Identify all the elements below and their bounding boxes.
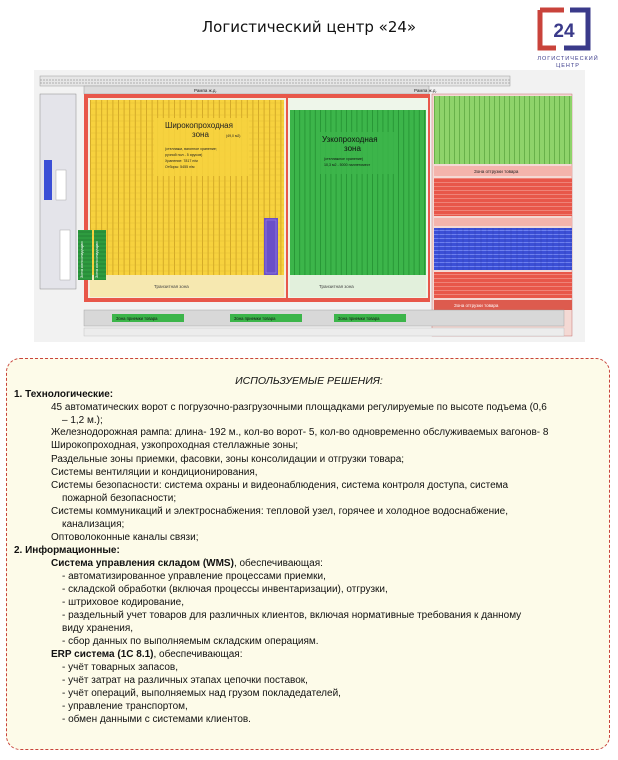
office-blue-strip: [44, 160, 52, 200]
wms-item-5: - сбор данных по выполняемым складским операциям.: [62, 636, 319, 647]
narrow-zone-title-2: зона: [344, 144, 361, 153]
wms-item-4a: - раздельный учет товаров для различных клиентов, включая нормативные требования к данному: [62, 610, 522, 621]
logo-caption-2: ЦЕНТР: [556, 63, 580, 69]
wide-zone-title-2: зона: [192, 130, 209, 139]
warehouse-floor-plan: [34, 70, 585, 342]
erp-suffix: , обеспечивающая:: [153, 649, 243, 660]
dispatch-label-2: Зона отгрузки товара: [454, 303, 499, 308]
reception-label-1: Зона приемки товара: [116, 316, 158, 321]
narrow-zone-title-1: Узкопроходная: [322, 135, 378, 144]
wms-line: [51, 558, 323, 570]
rail-label-2: Рампа ж.д.: [414, 88, 437, 93]
logo-number: 24: [553, 21, 575, 42]
red-racks: [434, 178, 572, 216]
logo-caption-1: ЛОГИСТИЧЕСКИЙ: [537, 56, 599, 62]
erp-title: ERP система (1С 8.1): [51, 649, 154, 660]
erp-item-4: - управление транспортом,: [62, 701, 188, 712]
wms-suffix: , обеспечивающая:: [233, 558, 323, 569]
solutions-heading: ИСПОЛЬЗУЕМЫЕ РЕШЕНИЯ:: [235, 375, 383, 387]
consolidation-label-1: Зона консолидации: [79, 241, 84, 278]
info-title: 2. Информационные:: [14, 545, 120, 556]
light-green-zone: [434, 96, 572, 164]
erp-item-3: - учёт операций, выполняемых над грузом покладедателей,: [62, 688, 341, 699]
erp-line: [51, 649, 242, 661]
rail-track: [40, 76, 510, 86]
tech-line-3: Широкопроходная, узкопроходная стеллажные зоны;: [51, 440, 299, 451]
wide-zone-area: (49,0 м2): [226, 134, 241, 138]
transit-label-2: Транзитная зона: [319, 284, 354, 289]
tech-line-8: Оптоволоконные каналы связи;: [51, 532, 199, 543]
dispatch-label: Зона отгрузки товара: [474, 169, 519, 174]
tech-line-4: Раздельные зоны приемки, фасовки, зоны консолидации и отгрузки товара;: [51, 454, 405, 465]
reception-label-2: Зона приемки товара: [234, 316, 276, 321]
tech-line-7b: канализация;: [62, 519, 125, 530]
wide-zone-detail-2: ручной пол - 5 ярусов): [165, 153, 203, 157]
erp-item-2: - учёт затрат на различных этапах цепочки поставок,: [62, 675, 308, 686]
erp-item-1: - учёт товарных запасов,: [62, 662, 178, 673]
consolidation-label-2: Зона консолидации: [94, 241, 99, 278]
tech-line-1b: – 1,2 м.);: [62, 415, 103, 426]
wms-item-3: - штриховое кодирование,: [62, 597, 184, 608]
transit-zone-2: [290, 275, 426, 297]
tech-line-6a: Системы безопасности: система охраны и видеонаблюдения, система контроля доступа, система: [51, 480, 509, 491]
wide-zone-detail-1: (стеллажи, вагонное хранение;: [165, 147, 217, 151]
narrow-zone-detail-2: 10,3 м2 - 5000 паллетомест: [324, 163, 371, 167]
tech-line-6b: пожарной безопасности;: [62, 493, 177, 504]
tech-line-5: Системы вентиляции и кондиционирования,: [51, 467, 258, 478]
reception-label-3: Зона приемки товара: [338, 316, 380, 321]
erp-item-5: - обмен данными с системами клиентов.: [62, 714, 251, 725]
wide-zone-detail-3: Хранение: 7817 п/м: [165, 159, 198, 163]
transit-label-1: Транзитная зона: [154, 284, 189, 289]
wide-zone-detail-4: Отборы: 5455 п/м: [165, 165, 195, 169]
blue-racks: [434, 228, 572, 270]
tech-line-2: Железнодорожная рампа: длина- 192 м., кол-во ворот- 5, кол-во одновременно обслуживаемых вагонов- 8: [51, 427, 549, 438]
tech-title: 1. Технологические:: [14, 389, 114, 400]
rail-label-1: Рампа ж.д.: [194, 88, 217, 93]
wms-title: Система управления складом (WMS): [51, 558, 234, 569]
rail-ramp: [84, 86, 429, 94]
wms-item-1: - автоматизированное управление процессами приемки,: [62, 571, 326, 582]
wms-item-2: - складской обработки (включая процессы инвентаризации), отгрузки,: [62, 584, 388, 595]
page-title: Логистический центр «24»: [201, 18, 417, 36]
tech-line-1a: 45 автоматических ворот с погрузочно-разгрузочными площадками регулируемые по высоте подъема (0,6: [51, 402, 547, 413]
company-logo: [522, 4, 614, 72]
wms-item-4b: виду хранения,: [62, 623, 134, 634]
red-racks-2: [434, 272, 572, 298]
tech-line-7a: Системы коммуникаций и электроснабжения: тепловой узел, горячее и холодное водоснабжение,: [51, 506, 509, 517]
logo-icon: [534, 6, 594, 52]
narrow-zone-detail-1: (стеллажное хранение): [324, 157, 364, 161]
wide-zone-title-1: Широкопроходная: [165, 121, 233, 130]
